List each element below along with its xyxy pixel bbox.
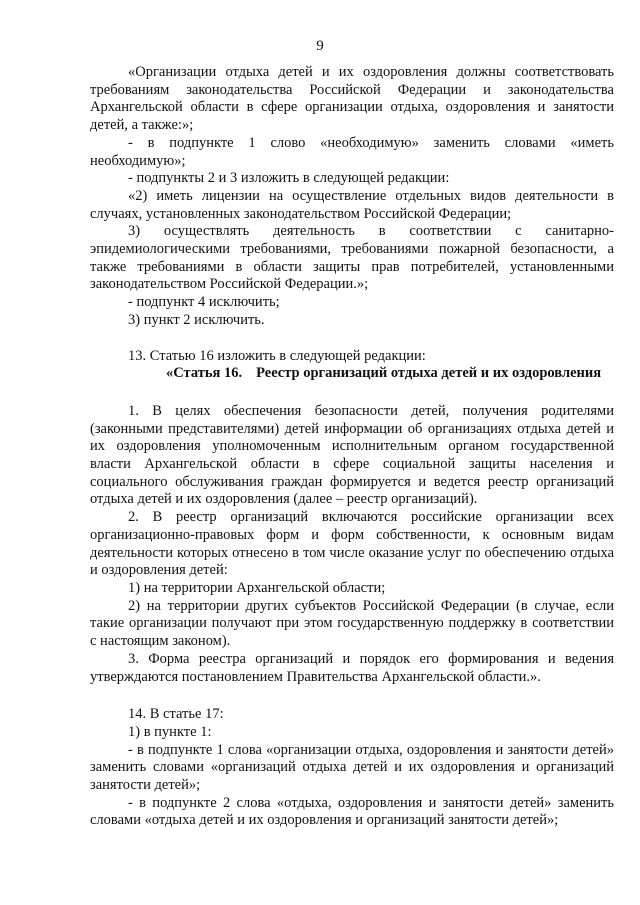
section-14-heading: 14. В статье 17: xyxy=(128,706,224,723)
paragraph-subpoint-1-replace: - в подпункте 1 слово «необходимую» заменить словами «иметь необходимую»; xyxy=(90,134,614,169)
article-16-title: Реестр организаций отдыха детей и их оздоровления xyxy=(256,365,602,382)
page-number: 9 xyxy=(316,38,324,54)
article-16-label: «Статья 16. xyxy=(166,365,243,382)
paragraph-subpoint-4-exclude: - подпункт 4 исключить; xyxy=(128,294,280,311)
article-paragraph-2-item-1: 1) на территории Архангельской области; xyxy=(128,579,386,596)
article-paragraph-3: 3. Форма реестра организаций и порядок его формирования и ведения утверждаются постановлением Правительства Архангельской области.». xyxy=(90,650,614,685)
article-paragraph-2: 2. В реестр организаций включаются российские организации всех организационно-правовых форм и форм собственности, к основным видам деятельности которых отнесено в том числе оказание услуг по обеспечению отдыха и оздоровления детей: xyxy=(90,509,614,579)
paragraph-point-2-exclude: 3) пункт 2 исключить. xyxy=(128,311,265,328)
paragraph-subpoint-3-activity: 3) осуществлять деятельность в соответствии с санитарно-эпидемиологическими требованиями, требованиями пожарной безопасности, а также требованиями в области защиты прав потребителей, установленными законодательством Российской Федерации.»; xyxy=(90,223,614,293)
section-14-point-1: 1) в пункте 1: xyxy=(128,723,212,740)
document-body xyxy=(90,64,614,830)
article-paragraph-1: 1. В целях обеспечения безопасности детей, получения родителями (законными представителями) детей информации об организациях отдыха детей и их оздоровления уполномоченным исполнительным органом государственной власти Архангельской области в сфере социальной защиты населения и социального обслуживания граждан формируется и ведется реестр организаций отдыха детей и их оздоровления (далее – реестр организаций). xyxy=(90,402,614,508)
article-paragraph-2-item-2: 2) на территории других субъектов Российской Федерации (в случае, если такие организации получают при этом государственную поддержку в соответствии с настоящим законом). xyxy=(90,597,614,650)
paragraph-subpoints-2-3-intro: - подпункты 2 и 3 изложить в следующей редакции: xyxy=(128,170,450,187)
section-14-subpoint-2: - в подпункте 2 слова «отдыха, оздоровления и занятости детей» заменить словами «отдыха детей и их оздоровления и организаций занятости детей»; xyxy=(90,794,614,829)
section-14-subpoint-1: - в подпункте 1 слова «организации отдыха, оздоровления и занятости детей» заменить словами «организаций отдыха детей и их оздоровления и организаций занятости детей»; xyxy=(90,741,614,794)
paragraph-article-16-intro: 13. Статью 16 изложить в следующей редакции: xyxy=(128,347,426,364)
paragraph-organizations-requirements: «Организации отдыха детей и их оздоровления должны соответствовать требованиям законодательства Российской Федерации и законодательства Архангельской области в сфере организации отдыха, оздоровления и занятости детей, а также:»; xyxy=(90,64,614,134)
article-16-heading xyxy=(90,365,614,383)
paragraph-subpoint-2-licenses: «2) иметь лицензии на осуществление отдельных видов деятельности в случаях, установленных законодательством Российской Федерации; xyxy=(90,187,614,222)
